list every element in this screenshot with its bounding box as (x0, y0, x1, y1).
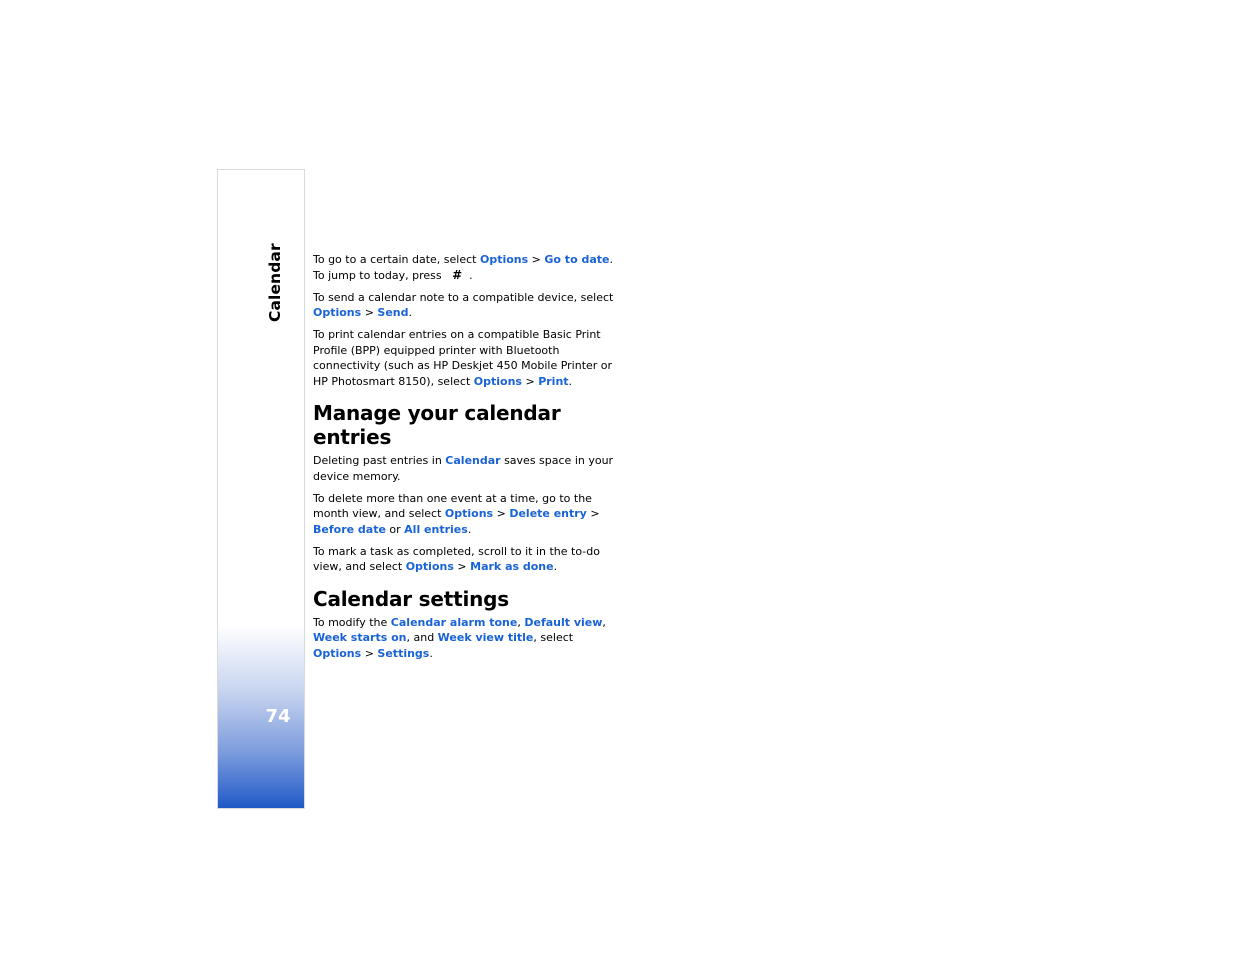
link-options[interactable]: Options (444, 507, 494, 520)
paragraph-deleting-past: Deleting past entries in Calendar saves space in your device memory. (313, 454, 614, 483)
link-options[interactable]: Options (405, 560, 454, 573)
page-number: 74 (265, 706, 291, 727)
paragraph-go-to-date: To go to a certain date, select Options > Go to date. To jump to today, press # . (313, 253, 613, 282)
link-before-date[interactable]: Before date (313, 522, 386, 536)
link-default-view[interactable]: Default view (524, 615, 603, 629)
paragraph-delete-events: To delete more than one event at a time, go to the month view, and select Options > Delete entry > Before date or All entries. (313, 491, 600, 536)
link-calendar-alarm-tone[interactable]: Calendar alarm tone (390, 615, 518, 629)
link-calendar[interactable]: Calendar (445, 454, 501, 467)
link-delete-entry[interactable]: Delete entry (509, 507, 587, 520)
link-options[interactable]: Options (479, 253, 529, 266)
link-week-starts-on[interactable]: Week starts on (313, 631, 407, 644)
link-week-view-title[interactable]: Week view title (437, 631, 534, 644)
section-title: Calendar (266, 243, 284, 322)
link-options[interactable]: Options (313, 646, 362, 660)
heading-calendar-settings: Calendar settings (313, 586, 509, 611)
link-all-entries[interactable]: All entries (404, 522, 468, 536)
link-settings[interactable]: Settings (377, 646, 430, 660)
link-send[interactable]: Send (377, 306, 409, 319)
paragraph-print: To print calendar entries on a compatible Basic Print Profile (BPP) equipped printer with Bluetooth connectivity (such as HP Deskjet 450 Mobile Printer or HP Photosmart 8150), select Options > Print. (313, 328, 613, 388)
link-mark-as-done[interactable]: Mark as done (470, 560, 554, 573)
link-options[interactable]: Options (473, 374, 522, 388)
main-content (313, 252, 618, 668)
paragraph-modify-settings: To modify the Calendar alarm tone, Default view, Week starts on, and Week view title, select Options > Settings. (313, 615, 606, 660)
heading-manage-entries: Manage your calendar entries (313, 401, 561, 449)
link-options[interactable]: Options (313, 306, 362, 319)
paragraph-send: To send a calendar note to a compatible device, select Options > Send. (313, 290, 614, 319)
paragraph-mark-task: To mark a task as completed, scroll to it in the to-do view, and select Options > Mark as done. (313, 544, 600, 573)
link-print[interactable]: Print (538, 374, 569, 388)
hash-key-icon: # (452, 267, 463, 282)
link-go-to-date[interactable]: Go to date (544, 253, 610, 266)
